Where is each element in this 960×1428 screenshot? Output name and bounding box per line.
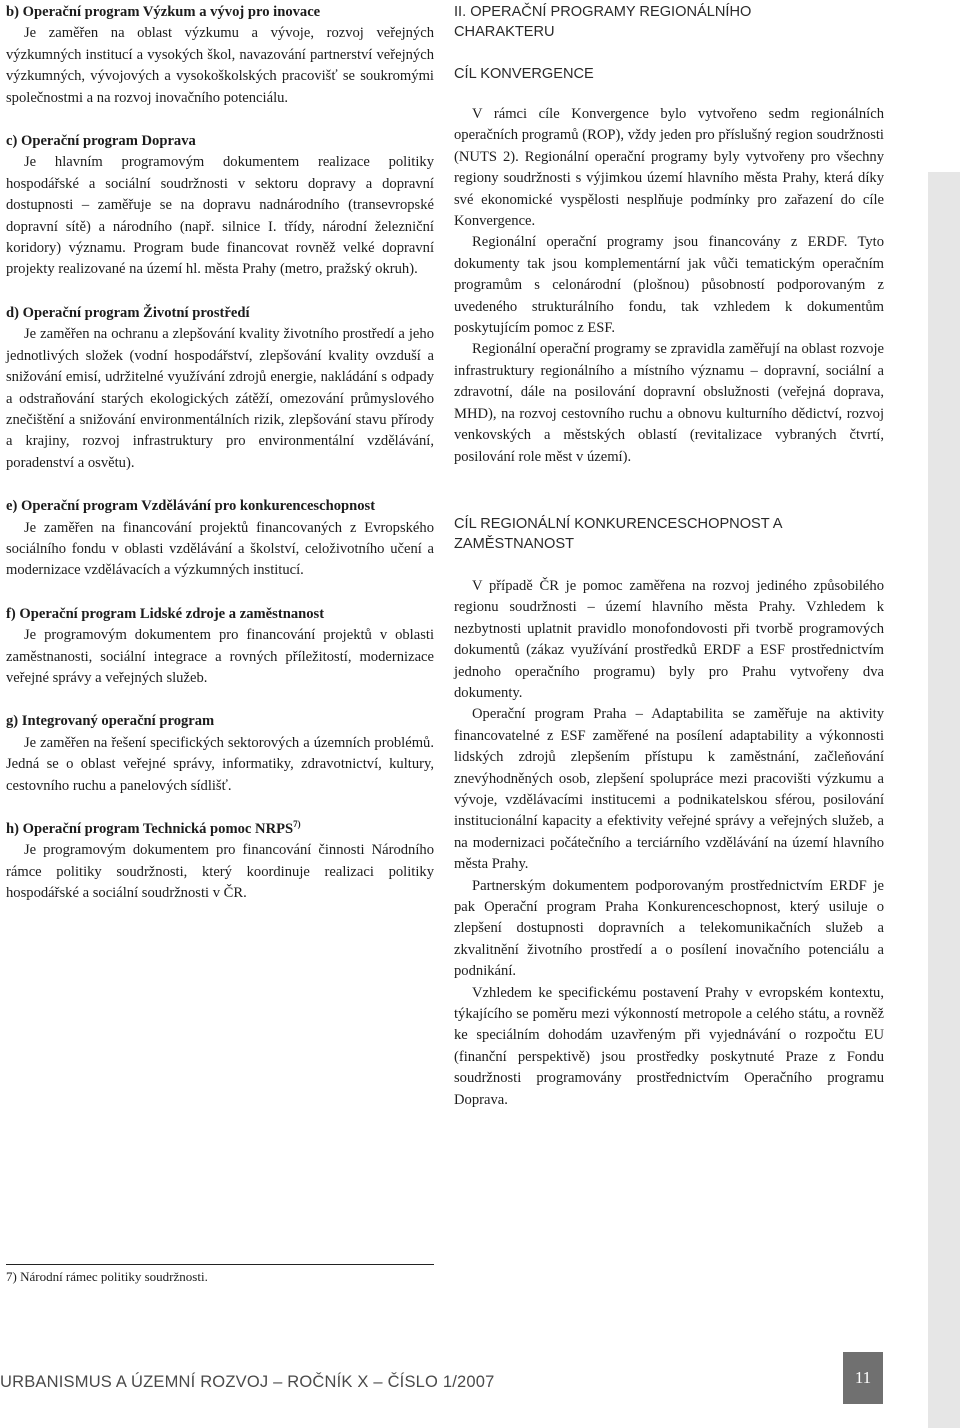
section-e-title: e) Operační program Vzdělávání pro konkurenceschopnost <box>6 498 376 515</box>
chapter-heading: II. OPERAČNÍ PROGRAMY REGIONÁLNÍHO CHARAKTERU <box>454 4 752 40</box>
paragraph-6: Partnerským dokumentem podporovaným prostřednictvím ERDF je pak Operační program Praha Konkurenceschopnost, který usiluje o zlepšení dostupnosti dopravních a telekomunikačních služeb a zkvalitnění životního prostředí a o posílení inovačního potenciálu a podnikání. <box>454 877 884 980</box>
section-c <box>6 131 434 281</box>
footnote-divider <box>6 1264 434 1265</box>
subheading-competitiveness: CÍL REGIONÁLNÍ KONKURENCESCHOPNOST A ZAMĚSTNANOST <box>454 515 782 552</box>
section-h-text: Je programovým dokumentem pro financování činnosti Národního rámce politiky soudržnosti, který koordinuje realizaci politiky hospodářské a sociální soudržnosti v ČR. <box>6 842 434 902</box>
page-edge-tab <box>928 172 960 1428</box>
section-f-text: Je programovým dokumentem pro financování projektů v oblasti zaměstnanosti, sociální integrace a rovných příležitostí, modernizace veřejné správy a veřejných služeb. <box>6 627 434 686</box>
paragraph-7: Vzhledem ke specifickému postavení Prahy v evropském kontextu, týkajícího se poměru mezi výkonností metropole a celého státu, a rovněž ke speciálním dohodám uzavřeným při vyjednávání o rozpočtu EU (finanční perspektivě) jsou prostředky poskytnuté Praze z Fondu soudržnosti programovány prostřednictvím Operačního programu Doprava. <box>454 984 884 1108</box>
section-d-title: d) Operační program Životní prostředí <box>6 304 250 321</box>
section-c-title: c) Operační program Doprava <box>6 133 196 150</box>
section-f-title: f) Operační program Lidské zdroje a zaměstnanost <box>6 605 325 622</box>
paragraph-5: Operační program Praha – Adaptabilita se zaměřuje na aktivity financovatelné z ESF zaměřené na posílení adaptability a výkonnosti lidských zdrojů zlepšením přístupu k zaměstnání, začleňování znevýhodněných osob, zlepšení spolupráce mezi pracovišti výzkumu a vývoje, vzdělávacími institucemi a podnikatelskou sférou, posilování institucionální kapacity a efektivity veřejné správy a veřejných služeb, a na modernizaci počátečního a terciárního vzdělávání na území hlavního města Prahy. <box>454 706 884 873</box>
journal-footer: URBANISMUS A ÚZEMNÍ ROZVOJ – ROČNÍK X – ČÍSLO 1/2007 <box>0 1373 495 1391</box>
paragraph-4: V případě ČR je pomoc zaměřena na rozvoj jediného způsobilého regionu soudržnosti – území hlavního města Prahy. Vzhledem k nezbytnosti uplatnit pravidlo monofondovosti při tvorbě programových dokumentů (zákaz využívání prostředků ERDF a ESF prostřednictvím jednoho operačního programu) byly pro Prahu vytvořeny dva dokumenty. <box>454 577 884 701</box>
section-h <box>6 819 434 905</box>
left-column <box>6 2 434 927</box>
section-h-title: h) Operační program Technická pomoc NRPS <box>6 821 294 837</box>
page-number: 11 <box>843 1352 883 1404</box>
footnote: 7) Národní rámec politiky soudržnosti. <box>6 1269 208 1284</box>
paragraph-3: Regionální operační programy se zpravidla zaměřují na oblast rozvoje infrastruktury regionálního a místního významu – dopravní, sociální a zdravotní, dále na posilování dopravní obslužnosti (veřejná doprava, MHD), na rozvoj cestovního ruchu a obnovu kulturního dědictví, rozvoj venkovských a městských oblastí (revitalizace vybraných čtvrtí, posilování role měst v území). <box>454 341 884 465</box>
paragraph-2: Regionální operační programy jsou financovány z ERDF. Tyto dokumenty tak jsou komplementární jak vůči tematickým operačním programům s celonárodní (plošnou) působností podporovaným z uvedeného strukturálního fondu, tak vzhledem k dokumentům poskytujícím pomoc z ESF. <box>454 234 884 337</box>
section-e-text: Je zaměřen na financování projektů financovaných z Evropského sociálního fondu v oblasti vzdělávání a školství, celoživotního učení a modernizace vzdělávacích a výzkumných institucí. <box>6 519 434 579</box>
section-g <box>6 711 434 797</box>
subheading-convergence: CÍL KONVERGENCE <box>454 66 594 82</box>
section-h-title-wrap <box>6 819 434 840</box>
section-d-text: Je zaměřen na ochranu a zlepšování kvality životního prostředí a jeho jednotlivých složek (vodní hospodářství, zlepšování kvality ovzduší a snižování emisí, udržitelné využívání zdrojů energie, nakládání s odpady a odstraňování starých ekologických zátěží, omezování průmyslového znečištění a snižování environmentálních rizik, zlepšování stavu přírody a krajiny, rozvoj infrastruktury pro environmentální vzdělávání, poradenství a osvětu). <box>6 326 434 471</box>
paragraph-1: V rámci cíle Konvergence bylo vytvořeno sedm regionálních operačních programů (ROP), vždy jeden pro příslušný region soudržnosti (NUTS 2). Regionální operační programy byly vytvořeny pro všechny regiony soudržnosti s výjimkou území hlavního města Prahy, která díky své ekonomické vyspělosti nesplňuje podmínky pro zařazení do cíle Konvergence. <box>454 106 884 230</box>
section-b-text: Je zaměřen na oblast výzkumu a vývoje, rozvoj veřejných výzkumných institucí a vysokých škol, navazování partnerství veřejných výzkumných, vývojových a vysokoškolských pracovišť se soukromými společnostmi a na rozvoj inovačního potenciálu. <box>6 25 434 106</box>
footnote-ref: 7) <box>293 819 301 830</box>
section-e <box>6 496 434 582</box>
section-c-text: Je hlavním programovým dokumentem realizace politiky hospodářské a sociální soudržnosti v sektoru dopravy a dopravní dostupnosti – zaměřuje se na dopravu nadnárodního (transevropské dopravní sítě) a národního (např. silnice I. třídy, národní železniční koridory) významu. Program bude financovat rovněž velké dopravní projekty realizované na území hl. města Prahy (metro, pražský okruh). <box>6 154 434 278</box>
section-g-text: Je zaměřen na řešení specifických sektorových a územních problémů. Jedná se o oblast veřejné správy, informatiky, zdravotnictví, kultury, cestovního ruchu a panelových sídlišť. <box>6 734 434 794</box>
section-b <box>6 2 434 109</box>
section-d <box>6 303 434 474</box>
section-f <box>6 604 434 690</box>
section-g-title: g) Integrovaný operační program <box>6 713 215 730</box>
right-column <box>454 2 884 1111</box>
section-b-title: b) Operační program Výzkum a vývoj pro inovace <box>6 4 321 20</box>
